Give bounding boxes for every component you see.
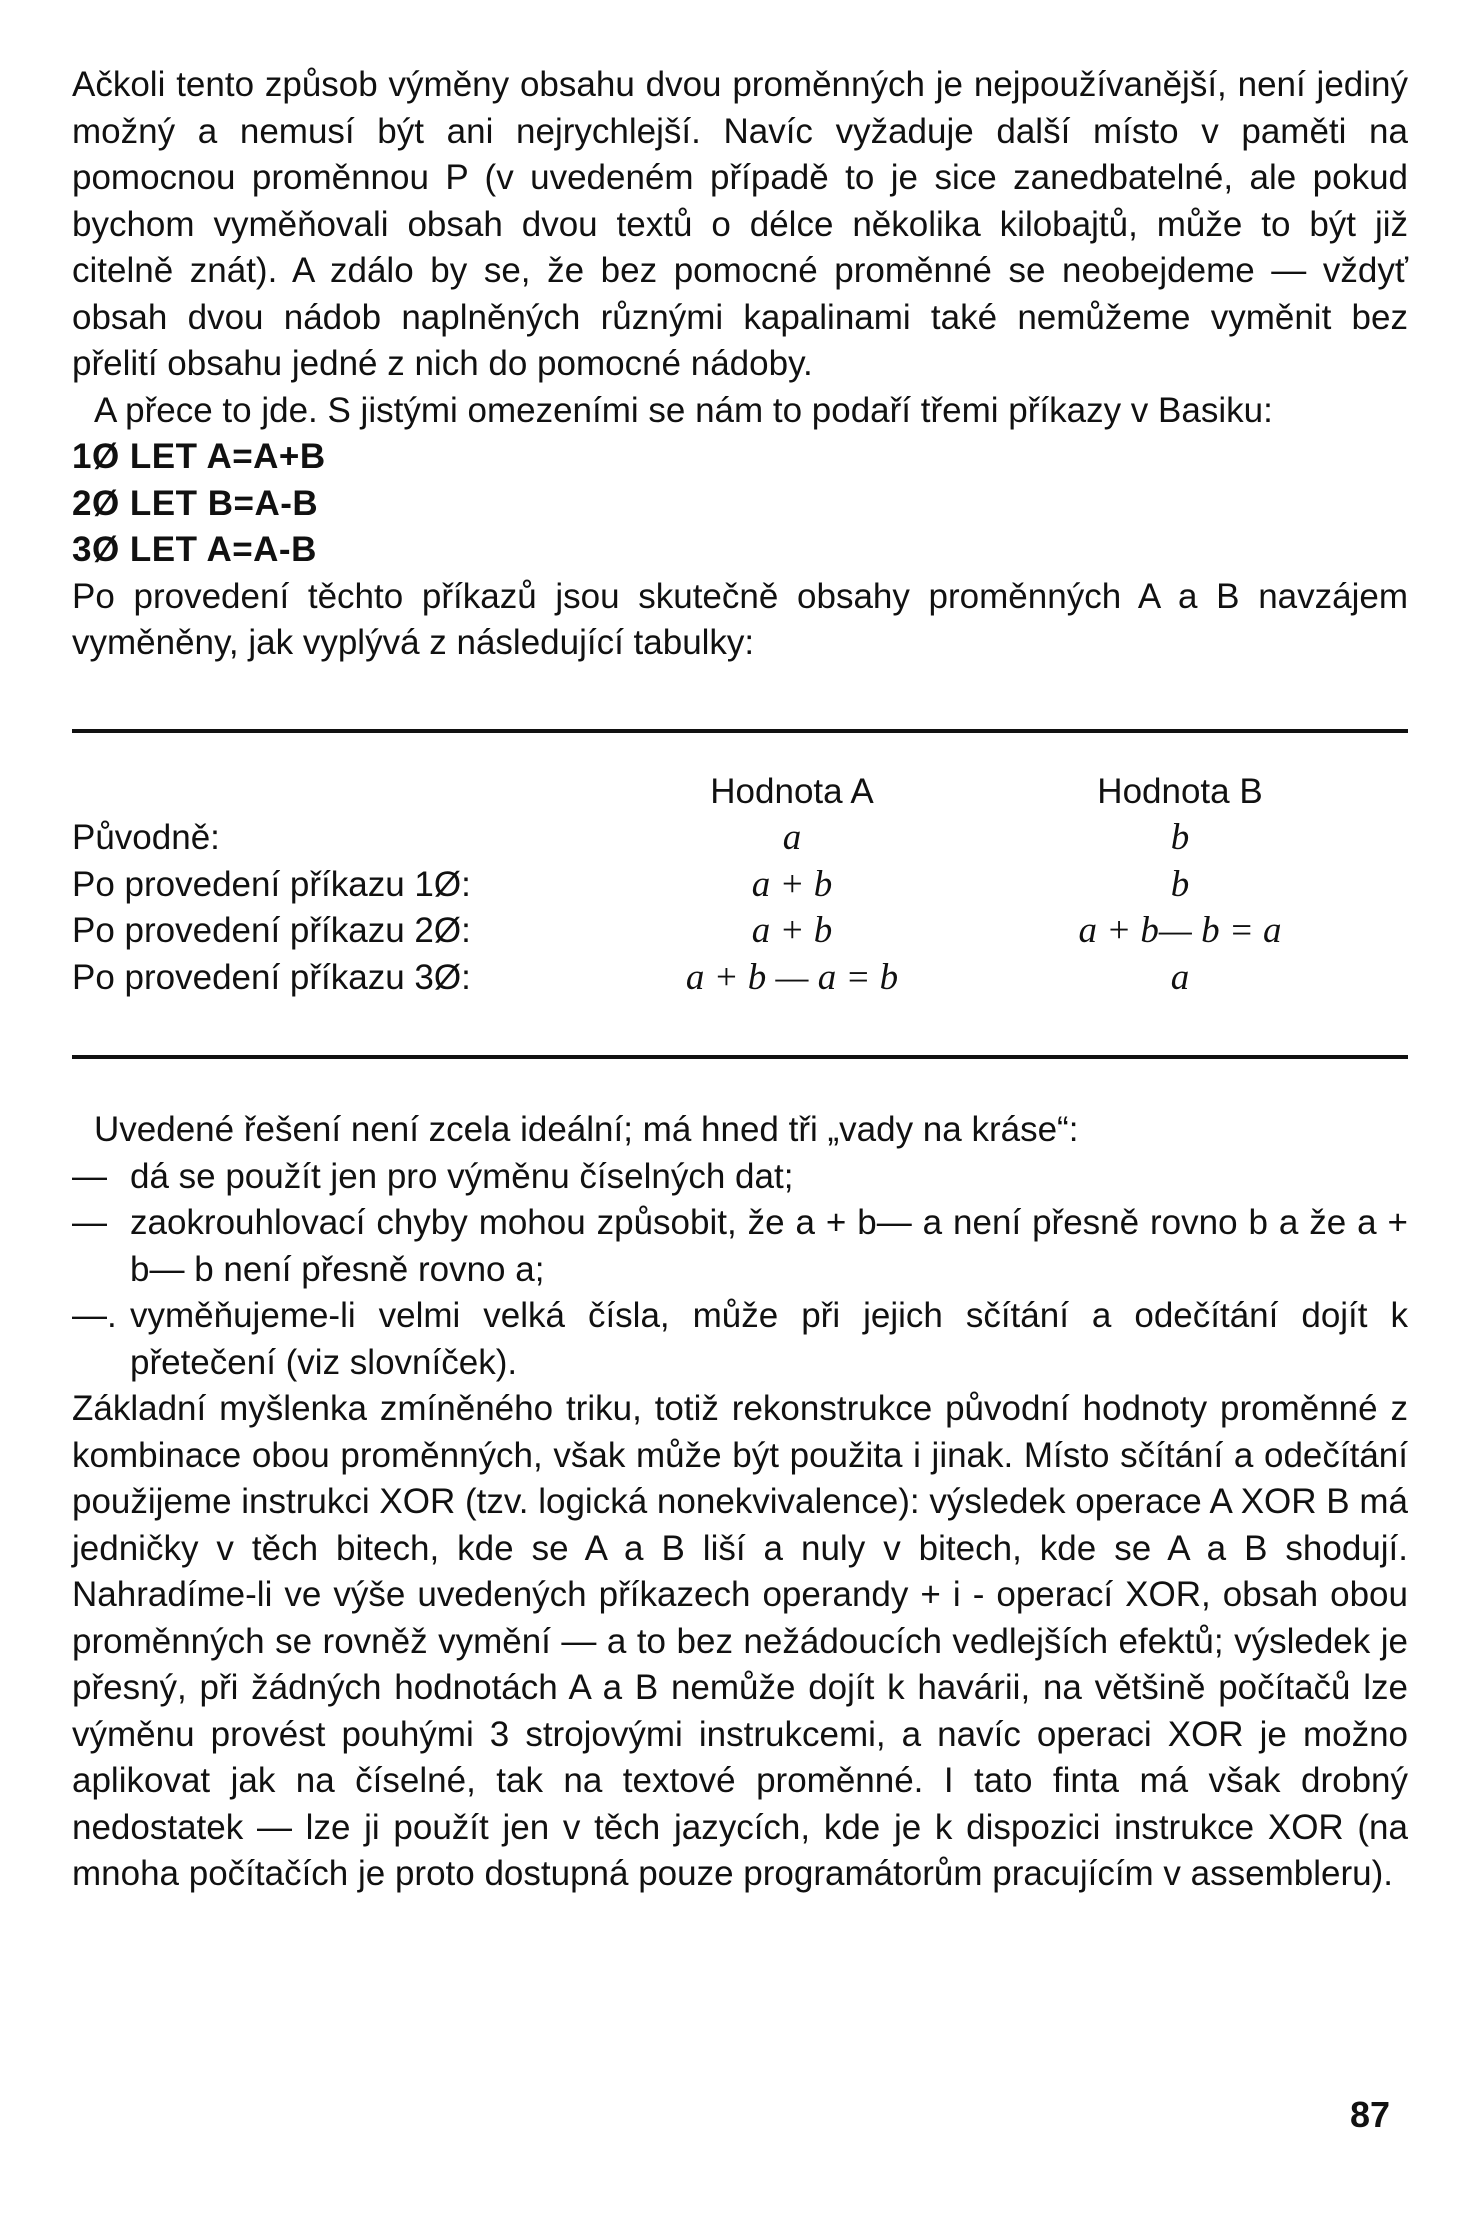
code-line: 3Ø LET A=A-B: [72, 530, 317, 569]
page-content: [72, 62, 1408, 1898]
row-label: Po provedení příkazu 1Ø:: [72, 864, 471, 904]
swap-table: [72, 769, 1408, 1002]
drawbacks-list: [72, 1154, 1408, 1387]
row-label: Po provedení příkazu 3Ø:: [72, 957, 471, 997]
table-top-rule: [72, 729, 1408, 733]
intro-paragraph: Ačkoli tento způsob výměny obsahu dvou proměnných je nejpoužívanější, není jediný možný a nemusí být ani nejrychlejší. Navíc vyžaduje další místo v paměti na pomocnou proměnnou P (v uvedeném případě to je sice zanedbatelné, ale pokud bychom vyměňovali obsah dvou textů o délce několika kilobajtů, může to být již citelně znát). A zdálo by se, že bez pomocné proměnné se neobejdeme — vždyť obsah dvou nádob naplněných různými kapalinami také nemůžeme vyměnit bez přelití obsahu jedné z nich do pomocné nádoby.: [72, 65, 1408, 383]
table-row: [72, 955, 1408, 1002]
header-value-b: Hodnota B: [1097, 771, 1263, 811]
closing-paragraph: Základní myšlenka zmíněného triku, totiž rekonstrukce původní hodnoty proměnné z kombinace obou proměnných, však může být použita i jinak. Místo sčítání a odečítání použijeme instrukci XOR (tzv. logická nonekvivalence): výsledek operace A XOR B má jedničky v těch bitech, kde se A a B liší a nuly v bitech, kde se A a B shodují. Nahradíme-li ve výše uvedených příkazech operandy + i - operací XOR, obsah obou proměnných se rovněž vymění — a to bez nežádoucích vedlejších efektů; výsledek je přesný, při žádných hodnotách A a B nemůže dojít k havárii, na většině počítačů lze výměnu provést pouhými 3 strojovými instrukcemi, a navíc operaci XOR je možno aplikovat jak na číselné, tak na textové proměnné. I tato finta má však drobný nedostatek — lze ji použít jen v těch jazycích, kde je k dispozici instrukce XOR (na mnoha počítačích je proto dostupná pouze programátorům pracujícím v assembleru).: [72, 1389, 1408, 1893]
row-value-a: a + b: [751, 863, 833, 905]
header-empty-cell: [72, 769, 632, 816]
list-dash: —: [72, 1203, 107, 1242]
list-item-text: zaokrouhlovací chyby mohou způsobit, že a + b— a není přesně rovno b a že a + b— b není přesně rovno a;: [130, 1203, 1408, 1289]
second-paragraph: A přece to jde. S jistými omezeními se nám to podaří třemi příkazy v Basiku:: [94, 390, 1273, 430]
row-value-b: b: [1170, 863, 1190, 905]
list-dash: —.: [72, 1296, 117, 1335]
list-dash: —: [72, 1156, 107, 1196]
list-item-text: vyměňujeme-li velmi velká čísla, může při jejich sčítání a odečítání dojít k přetečení (viz slovníček).: [130, 1296, 1408, 1382]
code-line: 1Ø LET A=A+B: [72, 437, 326, 476]
row-value-a: a + b: [751, 910, 833, 951]
table-row: [72, 908, 1408, 955]
code-line: 2Ø LET B=A-B: [72, 483, 319, 523]
row-value-b: a + b— b = a: [1078, 910, 1282, 951]
row-value-a: a + b — a = b: [685, 956, 899, 998]
list-intro: Uvedené řešení není zcela ideální; má hned tři „vady na kráse“:: [94, 1110, 1079, 1149]
row-value-a: a: [782, 817, 802, 858]
header-value-a: Hodnota A: [710, 771, 874, 811]
table-row: [72, 815, 1408, 862]
list-item-text: dá se použít jen pro výměnu číselných dat;: [130, 1156, 794, 1196]
table-header-row: [72, 769, 1408, 816]
list-item: [72, 1154, 1408, 1201]
page-number: 87: [1350, 2094, 1391, 2135]
table-row: [72, 862, 1408, 909]
row-label: Po provedení příkazu 2Ø:: [72, 911, 471, 950]
table-bottom-rule: [72, 1055, 1408, 1059]
row-value-b: a: [1170, 956, 1190, 998]
after-code-paragraph: Po provedení těchto příkazů jsou skutečně obsahy proměnných A a B navzájem vyměněny, jak vyplývá z následující tabulky:: [72, 576, 1408, 662]
list-item: [72, 1293, 1408, 1386]
row-value-b: b: [1170, 817, 1190, 858]
row-label: Původně:: [72, 818, 220, 857]
basic-code-block: [72, 434, 1408, 574]
list-item: [72, 1200, 1408, 1293]
